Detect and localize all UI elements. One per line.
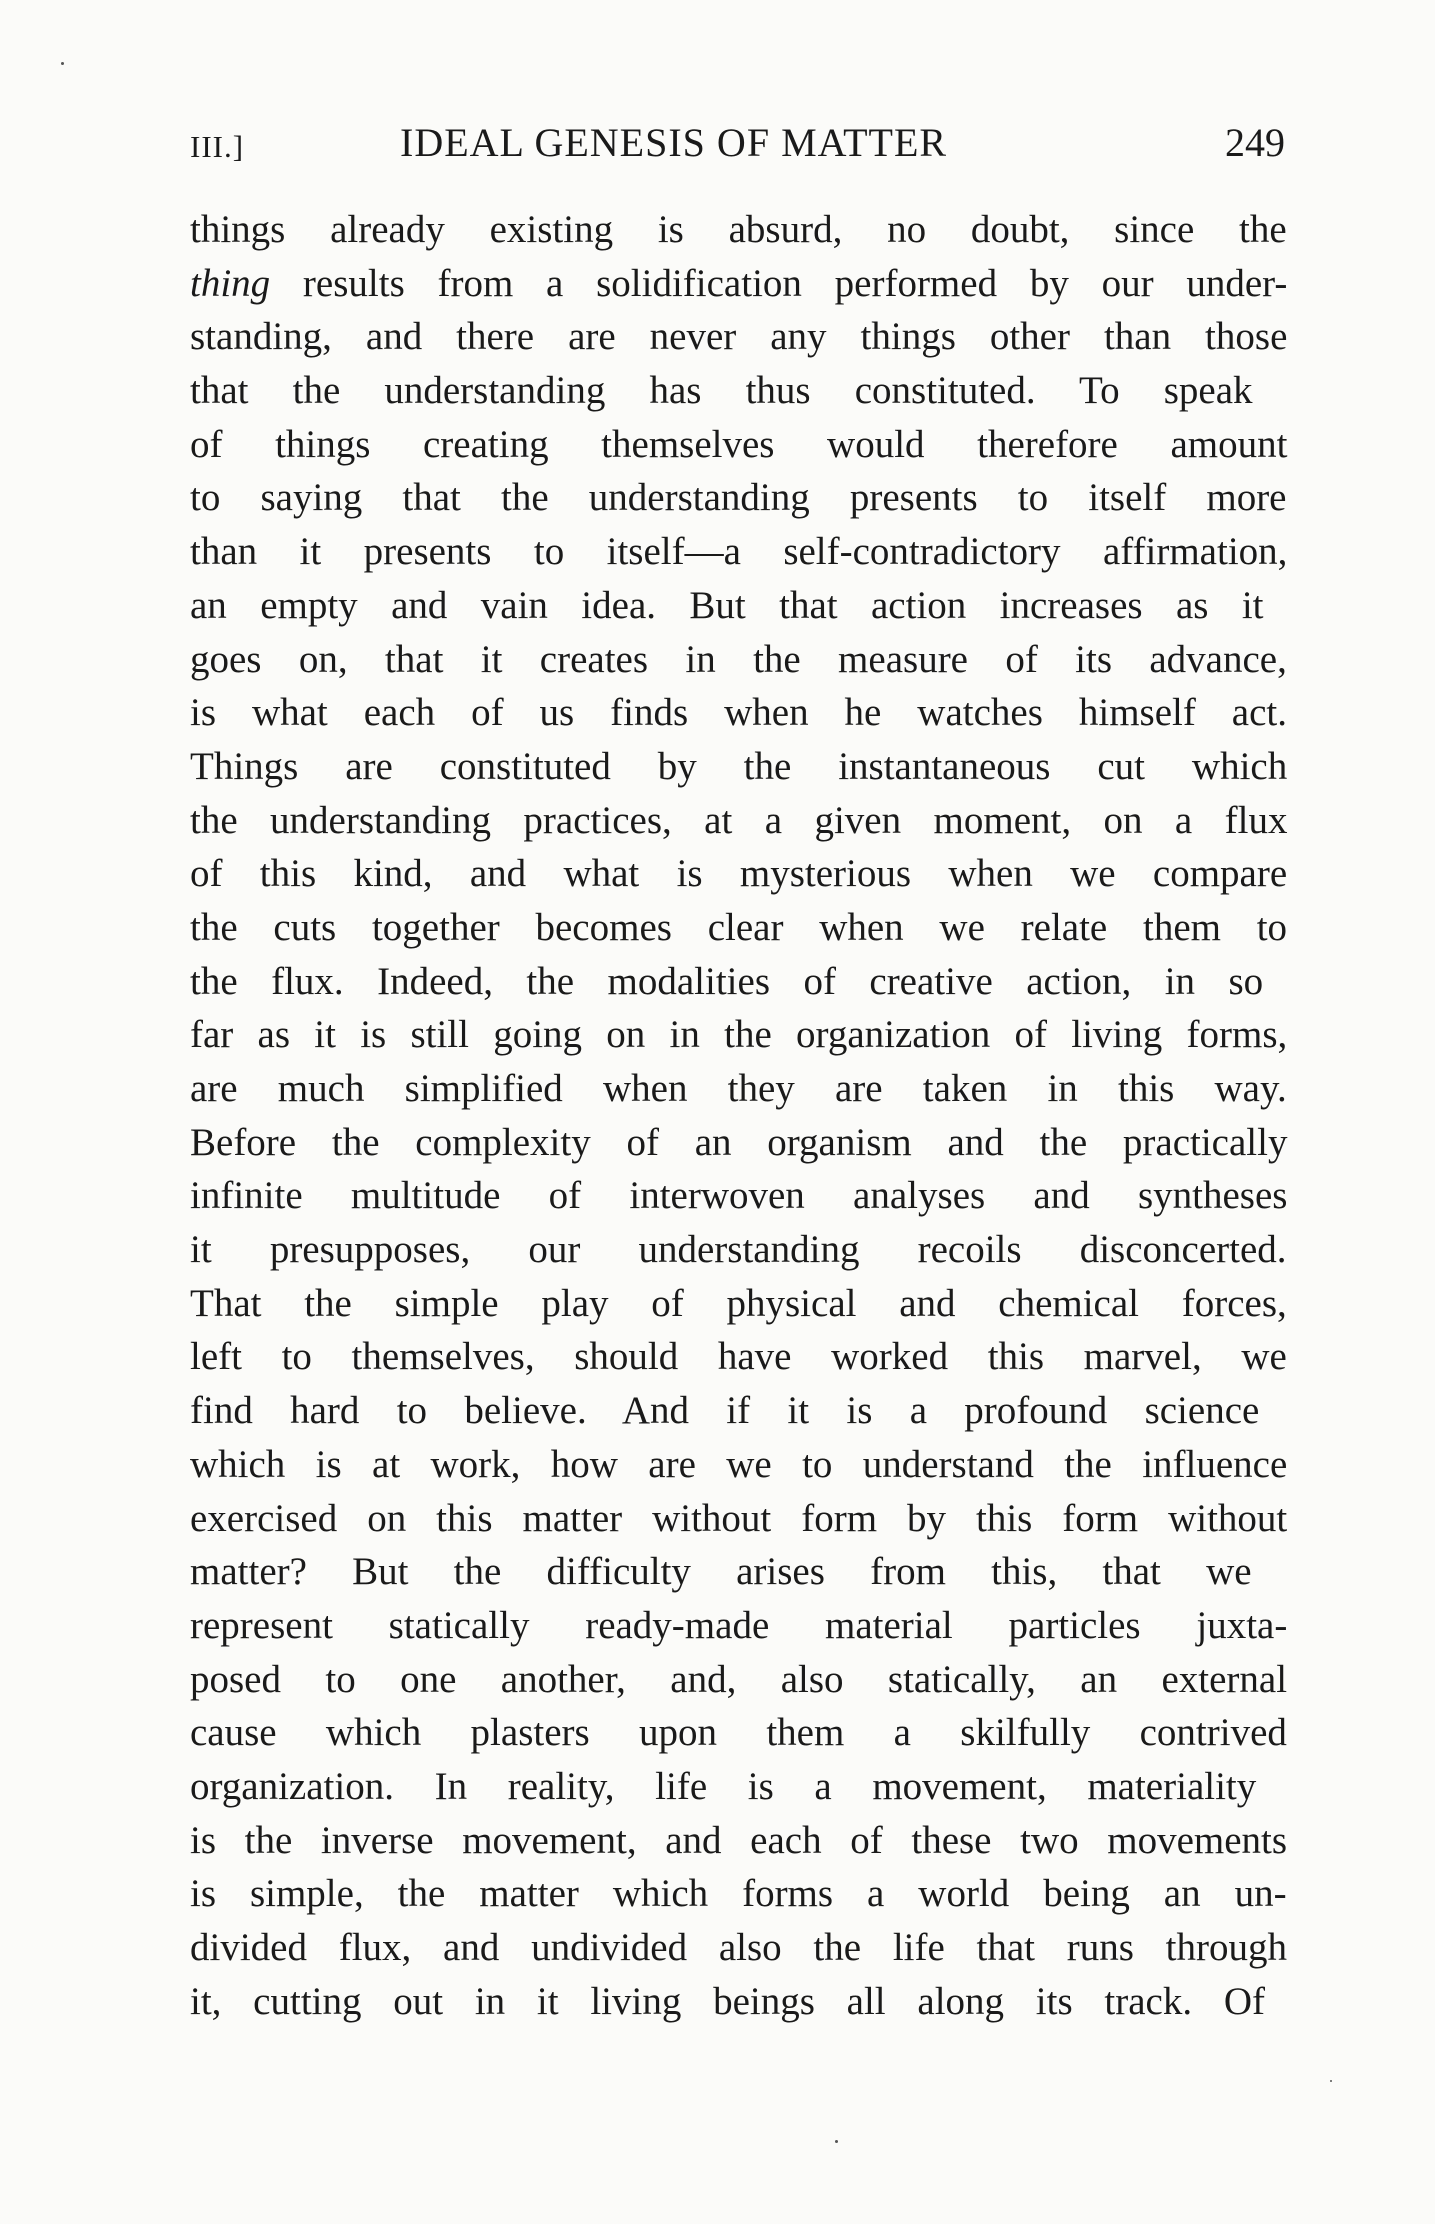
text-line: [190, 1867, 1287, 1921]
text-line-run: the flux. Indeed, the modalities of creative action, in so: [190, 959, 1264, 1003]
chapter-title: IDEAL GENESIS OF MATTER: [400, 120, 948, 165]
page-number: 249: [1225, 120, 1285, 165]
text-line: [190, 1384, 1287, 1438]
print-speck: [1330, 2080, 1332, 2082]
text-line-run: find hard to believe. And if it is a profound science: [190, 1389, 1260, 1433]
text-line: [190, 740, 1287, 794]
text-line-run: matter? But the difficulty arises from this, that we: [190, 1550, 1252, 1594]
text-line: [190, 1814, 1287, 1868]
text-line-run: far as it is still going on in the organization of living forms,: [190, 1013, 1288, 1057]
text-line: [190, 1706, 1287, 1760]
text-line-run: it, cutting out in it living beings all along its track. Of: [190, 1979, 1265, 2023]
text-line-run: than it presents to itself—a self-contradictory affirmation,: [190, 530, 1288, 574]
text-line: [190, 686, 1287, 740]
text-line-run: posed to one another, and, also statically, an external: [190, 1657, 1288, 1701]
text-line: [190, 1599, 1287, 1653]
text-line: [190, 1438, 1287, 1492]
text-line: [190, 310, 1287, 364]
text-line: [190, 1062, 1287, 1116]
text-line: [190, 1277, 1287, 1331]
text-line: [190, 1492, 1287, 1546]
text-line-run: it presupposes, our understanding recoils disconcerted.: [190, 1228, 1287, 1272]
text-line-run: that the understanding has thus constituted. To speak: [190, 369, 1253, 413]
text-line: [190, 203, 1287, 257]
text-line: [190, 955, 1287, 1009]
text-line-run: of things creating themselves would therefore amount: [190, 422, 1288, 466]
text-line: [190, 794, 1287, 848]
print-speck: [61, 62, 64, 65]
text-line: [190, 418, 1287, 472]
print-speck: [835, 2140, 838, 2143]
text-line-run: the understanding practices, at a given moment, on a flux: [190, 798, 1288, 842]
text-line: [190, 471, 1287, 525]
text-line-run: results from a solidification performed by our under-: [270, 261, 1288, 305]
text-line-run: divided flux, and undivided also the life that runs through: [190, 1926, 1287, 1969]
text-line-run: is what each of us finds when he watches himself act.: [190, 691, 1287, 735]
text-line: [190, 579, 1287, 633]
text-line: [190, 1008, 1287, 1062]
text-line: [190, 1330, 1287, 1384]
text-line-run: exercised on this matter without form by this form without: [190, 1496, 1288, 1540]
text-line-run: is the inverse movement, and each of these two movements: [190, 1818, 1288, 1862]
text-line-run: organization. In reality, life is a movement, materiality: [190, 1764, 1257, 1808]
text-line-run: are much simplified when they are taken in this way.: [190, 1067, 1287, 1110]
text-line-run: the cuts together becomes clear when we relate them to: [190, 905, 1288, 949]
text-line-run: left to themselves, should have worked this marvel, we: [190, 1335, 1287, 1379]
text-line: [190, 1653, 1287, 1707]
text-line-run: is simple, the matter which forms a world being an un-: [190, 1872, 1287, 1916]
running-head: [190, 118, 1285, 168]
text-line: [190, 1545, 1287, 1599]
text-line-run: things already existing is absurd, no doubt, since the: [190, 208, 1287, 251]
text-line-run: Things are constituted by the instantaneous cut which: [190, 744, 1288, 788]
text-line: [190, 1975, 1287, 2029]
text-line-run: goes on, that it creates in the measure of its advance,: [190, 637, 1287, 681]
text-line: [190, 1921, 1287, 1975]
text-line: [190, 1116, 1287, 1170]
text-line-run: Before the complexity of an organism and the practically: [190, 1120, 1288, 1164]
text-line-run: which is at work, how are we to understand the influence: [190, 1442, 1288, 1486]
text-line: [190, 1760, 1287, 1814]
text-line-run: infinite multitude of interwoven analyses and syntheses: [190, 1174, 1288, 1218]
text-line: [190, 1169, 1287, 1223]
text-line: [190, 847, 1287, 901]
text-line: [190, 633, 1287, 687]
italic-word: thing: [190, 261, 271, 305]
text-line: [190, 1223, 1287, 1277]
text-line-run: That the simple play of physical and chemical forces,: [190, 1281, 1287, 1325]
text-line-run: represent statically ready-made material particles juxta-: [190, 1603, 1288, 1647]
body-text: [190, 203, 1287, 2028]
text-line: [190, 901, 1287, 955]
text-line: [190, 525, 1287, 579]
text-line: [190, 364, 1287, 418]
text-line: [190, 257, 1287, 311]
text-line-run: cause which plasters upon them a skilfully contrived: [190, 1711, 1287, 1755]
text-line-run: standing, and there are never any things other than those: [190, 315, 1288, 359]
text-line-run: of this kind, and what is mysterious when we compare: [190, 852, 1288, 896]
text-line-run: an empty and vain idea. But that action increases as it: [190, 583, 1264, 627]
text-line-run: to saying that the understanding presents to itself more: [190, 476, 1287, 520]
section-marker: III.]: [190, 129, 245, 164]
